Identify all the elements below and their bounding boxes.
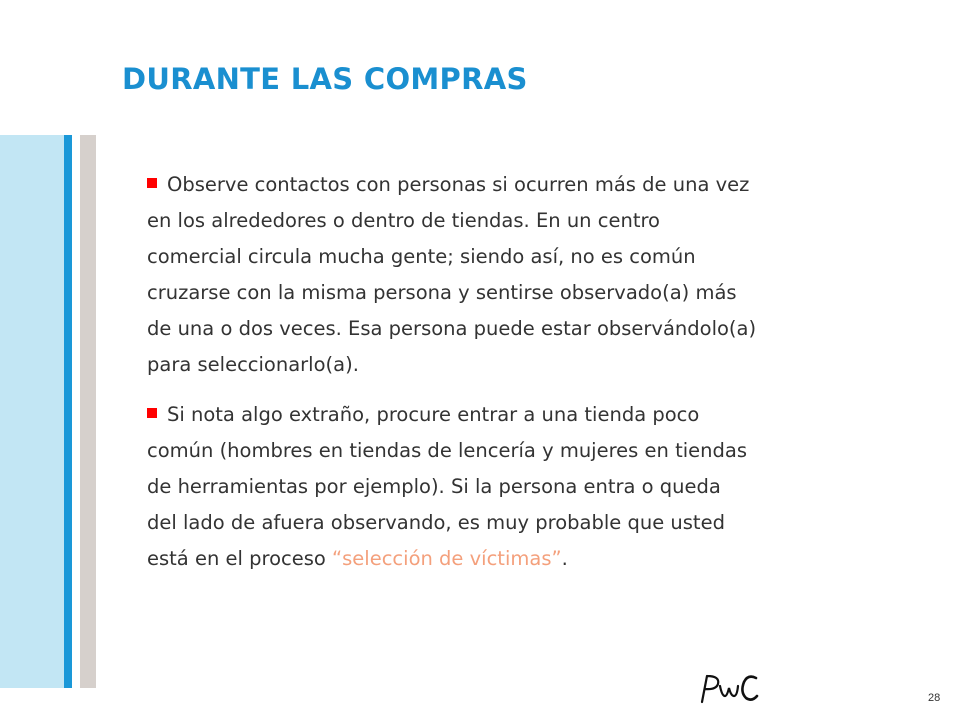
bullet-2-line-3: de herramientas por ejemplo). Si la persona entra o queda xyxy=(147,475,721,498)
page-number: 28 xyxy=(928,692,941,704)
slide-content xyxy=(147,167,907,591)
slide-title: DURANTE LAS COMPRAS xyxy=(122,62,528,96)
bullet-paragraph-2 xyxy=(147,397,907,577)
bullet-2-line-1: Si nota algo extraño, procure entrar a una tienda poco xyxy=(167,403,700,426)
decorative-bar-light-blue xyxy=(0,135,64,688)
bullet-2-line-5-suffix: . xyxy=(561,547,568,570)
bullet-1-line-2: en los alrededores o dentro de tiendas. En un centro xyxy=(147,209,660,232)
bullet-1-line-5: de una o dos veces. Esa persona puede estar observándolo(a) xyxy=(147,317,757,340)
bullet-1-line-3: comercial circula mucha gente; siendo así, no es común xyxy=(147,245,696,268)
decorative-bar-blue xyxy=(64,135,72,688)
bullet-paragraph-1 xyxy=(147,167,907,383)
square-bullet-icon xyxy=(147,178,157,188)
bullet-2-line-2: común (hombres en tiendas de lencería y mujeres en tiendas xyxy=(147,439,747,462)
decorative-bar-gray xyxy=(80,135,96,688)
bullet-1-line-6: para seleccionarlo(a). xyxy=(147,353,359,376)
square-bullet-icon xyxy=(147,408,157,418)
bullet-1-line-1: Observe contactos con personas si ocurren más de una vez xyxy=(167,173,750,196)
bullet-1-line-4: cruzarse con la misma persona y sentirse observado(a) más xyxy=(147,281,737,304)
highlighted-phrase: “selección de víctimas” xyxy=(332,547,562,570)
bullet-2-line-5-prefix: está en el proceso xyxy=(147,547,333,570)
bullet-2-line-4: del lado de afuera observando, es muy probable que usted xyxy=(147,511,725,534)
pwc-logo xyxy=(700,672,760,706)
